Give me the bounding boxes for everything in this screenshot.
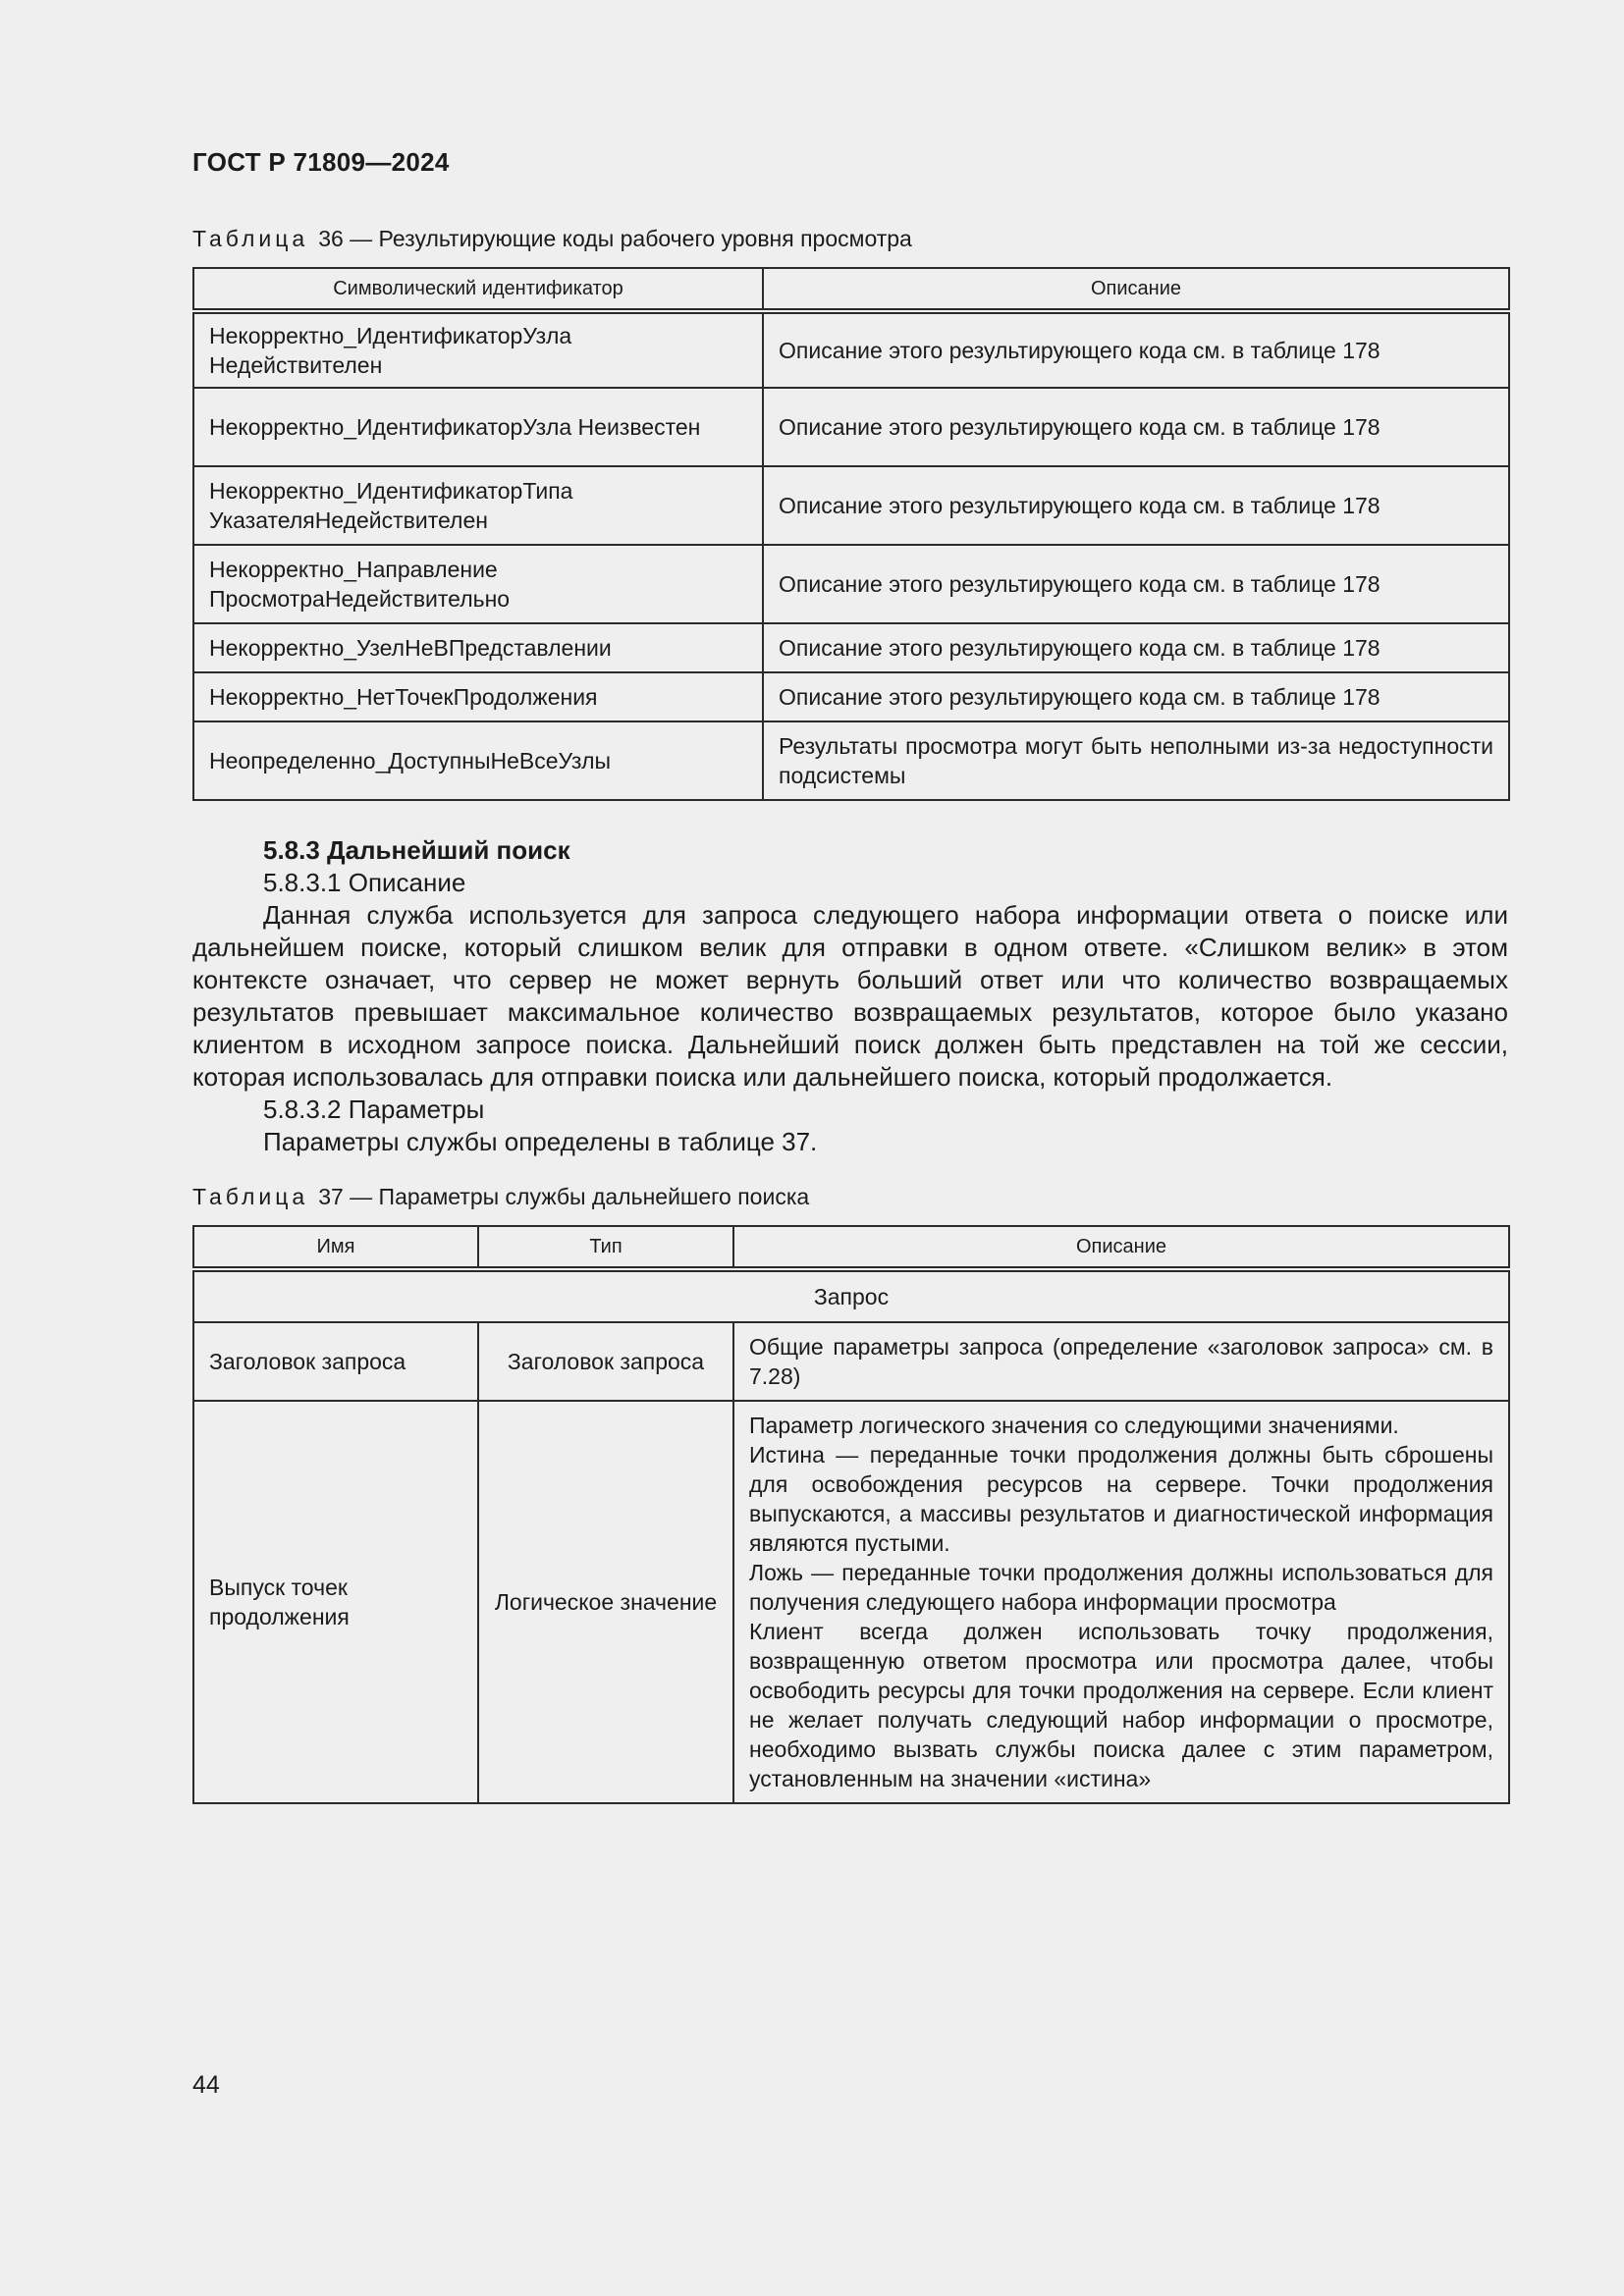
table-row bbox=[193, 311, 1509, 388]
table36-caption-text: 36 — Результирующие коды рабочего уровня просмотра bbox=[318, 226, 912, 251]
table-37 bbox=[192, 1225, 1510, 1804]
cell-name: Выпуск точек продолжения bbox=[193, 1401, 478, 1803]
cell-type: Логическое значение bbox=[478, 1401, 733, 1803]
table-row bbox=[193, 466, 1509, 545]
table36-caption bbox=[192, 226, 912, 252]
cell-identifier: Некорректно_ИдентификаторУзла Неизвестен bbox=[193, 388, 763, 466]
cell-description: Описание этого результирующего кода см. в таблице 178 bbox=[763, 545, 1509, 623]
description-paragraph: Данная служба используется для запроса следующего набора информации ответа о поиске или дальнейшем поиске, который слишком велик для отправки в одном ответе. «Слишком велик» в этом контексте означает, что сервер не может вернуть больший ответ или что количество возвращаемых результатов превышает максимальное количество возвращаемых результатов, которое было указано клиентом в исходном запросе поиска. Дальнейший поиск должен быть представлен на той же сессии, которая использовалась для отправки поиска или дальнейшего поиска, который продолжается. bbox=[192, 900, 1508, 1092]
cell-description: Описание этого результирующего кода см. в таблице 178 bbox=[763, 388, 1509, 466]
table-row bbox=[193, 623, 1509, 672]
cell-description: Описание этого результирующего кода см. в таблице 178 bbox=[763, 672, 1509, 721]
cell-description: Общие параметры запроса (определение «заголовок запроса» см. в 7.28) bbox=[733, 1322, 1509, 1401]
column-header-description: Описание bbox=[763, 268, 1509, 311]
cell-description bbox=[733, 1401, 1509, 1803]
cell-description: Описание этого результирующего кода см. в таблице 178 bbox=[763, 466, 1509, 545]
table-row bbox=[193, 1322, 1509, 1401]
column-header-description: Описание bbox=[733, 1226, 1509, 1269]
parameters-paragraph: Параметры службы определены в таблице 37. bbox=[263, 1127, 818, 1156]
subsection-heading-parameters: 5.8.3.2 Параметры bbox=[263, 1095, 485, 1124]
section-row bbox=[193, 1269, 1509, 1322]
column-header-identifier: Символический идентификатор bbox=[193, 268, 763, 311]
table37-caption bbox=[192, 1184, 809, 1210]
cell-identifier: Некорректно_НетТочекПродолжения bbox=[193, 672, 763, 721]
section-heading: 5.8.3 Дальнейший поиск bbox=[263, 835, 570, 865]
description-line: Ложь — переданные точки продолжения должны использоваться для получения следующего набора информации просмотра bbox=[749, 1560, 1493, 1615]
column-header-type: Тип bbox=[478, 1226, 733, 1269]
subsection-heading-description: 5.8.3.1 Описание bbox=[263, 868, 466, 897]
table37-caption-word: Таблица bbox=[192, 1184, 309, 1209]
table-row bbox=[193, 388, 1509, 466]
table-row bbox=[193, 1401, 1509, 1803]
cell-description: Результаты просмотра могут быть неполными из-за недоступности подсистемы bbox=[763, 721, 1509, 800]
table-row bbox=[193, 721, 1509, 800]
table37-caption-text: 37 — Параметры службы дальнейшего поиска bbox=[318, 1184, 810, 1209]
section-5-8-3 bbox=[192, 834, 1508, 1158]
cell-identifier: Некорректно_УзелНеВПредставлении bbox=[193, 623, 763, 672]
cell-identifier: Некорректно_ИдентификаторТипа УказателяНедействителен bbox=[193, 466, 763, 545]
table-row bbox=[193, 545, 1509, 623]
cell-identifier: Неопределенно_ДоступныНеВсеУзлы bbox=[193, 721, 763, 800]
table36-caption-word: Таблица bbox=[192, 226, 309, 251]
cell-name: Заголовок запроса bbox=[193, 1322, 478, 1401]
cell-identifier: Некорректно_ИдентификаторУзла Недействителен bbox=[193, 311, 763, 388]
page-number: 44 bbox=[192, 2071, 220, 2099]
cell-type: Заголовок запроса bbox=[478, 1322, 733, 1401]
table-row bbox=[193, 672, 1509, 721]
table-36 bbox=[192, 267, 1510, 801]
description-line: Клиент всегда должен использовать точку продолжения, возвращенную ответом просмотра или просмотра далее, чтобы освободить ресурсы для точки продолжения на сервере. Если клиент не желает получать следующий набор информации о просмотре, необходимо вызвать службы поиска далее с этим параметром, установленным на значении «истина» bbox=[749, 1619, 1493, 1791]
cell-identifier: Некорректно_Направление ПросмотраНедействительно bbox=[193, 545, 763, 623]
cell-description: Описание этого результирующего кода см. в таблице 178 bbox=[763, 311, 1509, 388]
column-header-name: Имя bbox=[193, 1226, 478, 1269]
document-header: ГОСТ Р 71809—2024 bbox=[192, 147, 450, 177]
section-label-request: Запрос bbox=[193, 1269, 1509, 1322]
description-line: Истина — переданные точки продолжения должны быть сброшены для освобождения ресурсов на сервере. Точки продолжения выпускаются, а массивы результатов и диагностической информация являются пустыми. bbox=[749, 1442, 1493, 1556]
description-line: Параметр логического значения со следующими значениями. bbox=[749, 1413, 1399, 1438]
cell-description: Описание этого результирующего кода см. в таблице 178 bbox=[763, 623, 1509, 672]
